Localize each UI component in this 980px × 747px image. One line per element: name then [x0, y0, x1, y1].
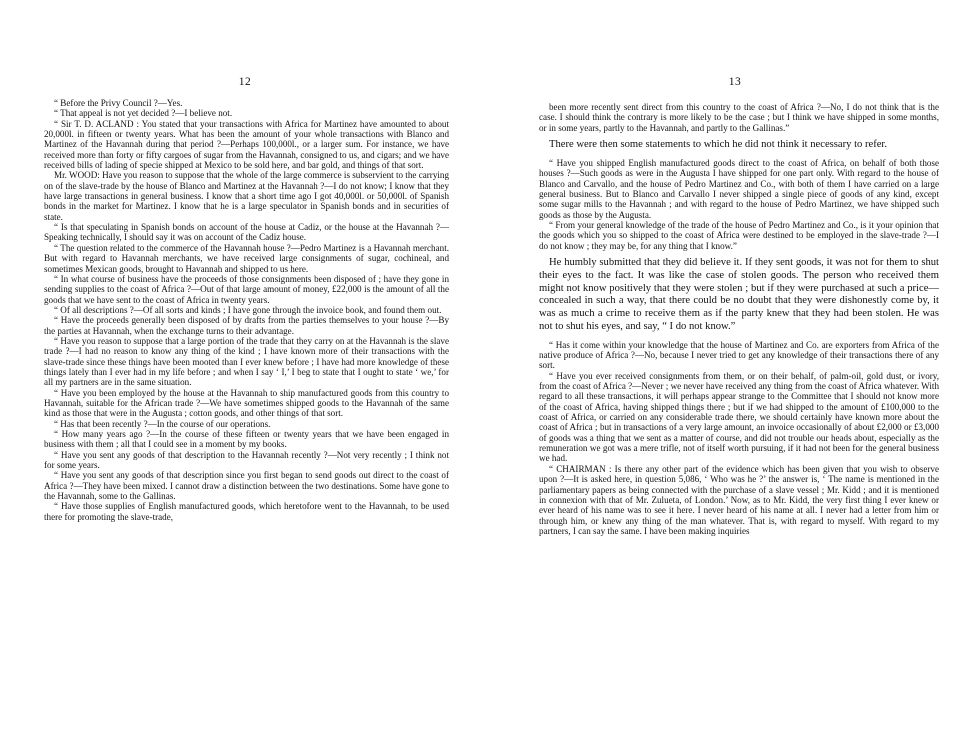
paragraph: “ Have you sent any goods of that description since you first began to send goods out direct to the coast of Africa ?—They have been mixed. I cannot draw a distinction between the two destinations. Some have gone to the Havannah, some to the Gallinas. — [44, 470, 449, 502]
right-page — [490, 0, 980, 747]
paragraph: “ Have you shipped English manufactured goods direct to the coast of Africa, on behalf of both those houses ?—Such goods as were in the Augusta I have shipped for one part only. With regard to the house of Blanco and Carvallo, and the house of Pedro Martinez and Co., with both of them I have carried on a large general business. But to Blanco and Carvallo I never shipped a single piece of goods of any kind, except some sugar mills to the Havannah ; and with regard to the house of Pedro Martinez, we have shipped such goods as those by the Augusta. — [539, 157, 939, 220]
paragraph: “ Have you sent any goods of that description to the Havannah recently ?—Not very recently ; I think not for some years. — [44, 449, 449, 471]
paragraph: been more recently sent direct from this country to the coast of Africa ?—No, I do not think that is the case. I should think the contrary is more likely to be the case ; but I think we have shipped in some months, or in some years, partly to the Havannah, and partly to the Gallinas.” — [539, 102, 939, 133]
paragraph: “ The question related to the commerce of the Havannah house ?—Pedro Martinez is a Havannah merchant. But with regard to Havannah merchants, we have received large consignments of sugar, cochineal, and sometimes Mexican goods, brought to Havannah and shipped to us here. — [44, 242, 449, 274]
paragraph: “ Have you ever received consignments from them, or on their behalf, of palm-oil, gold dust, or ivory, from the coast of Africa ?—Never ; we never have received any thing from the coast of Africa whatever. With regard to all these transactions, it will perhaps appear strange to the Committee that I should not know more of the coast of Africa, having shipped things there ; but if we had shipped to the amount of £100,000 to the coast of Africa, or carried on any considerable trade there, we should certainly have known more about the coast of Africa ; but in transactions of a very large amount, an invoice occasionally of about £2,000 or £3,000 of goods was a thing that we sent as a matter of course, and did not trouble our heads about, especially as the remuneration we got was a mere trifle, not of itself worth pursuing, if it had not been for the general business we had. — [539, 370, 939, 464]
paragraph: “ Before the Privy Council ?—Yes. — [54, 98, 183, 108]
narrative-paragraph: There were then some statements to which he did not think it necessary to refer. — [549, 139, 888, 151]
paragraph: “ Have those supplies of English manufactured goods, which heretofore went to the Havannah, to be used there for promoting the slave-trade, — [44, 501, 449, 522]
paragraph: “ CHAIRMAN : Is there any other part of the evidence which has been given that you wish to observe upon ?—It is asked here, in question 5,086, ‘ Who was he ?’ the answer is, ‘ The name is mentioned in the parliamentary papers as being connected with the purchase of a slave vessel ; Mr. Kidd ; and it is mentioned in connexion with that of Mr. Zulueta, of London.’ Now, as to Mr. Kidd, the very first thing I ever knew or ever heard of his name was to see it here. I never heard of his name at all. I never had a letter from him or through him, or knew any thing of the man whatever. That is, with regard to myself. With regard to my partners, I can say the same. I have been making inquiries — [539, 463, 939, 536]
text-column — [539, 102, 939, 536]
paragraph: “ How many years ago ?—In the course of these fifteen or twenty years that we have been engaged in business with them ; all that I could see in a moment by my books. — [44, 429, 449, 450]
paragraph: “ Of all descriptions ?—Of all sorts and kinds ; I have gone through the invoice book, and found them out. — [54, 304, 442, 315]
paragraph: “ Has it come within your knowledge that the house of Martinez and Co. are exporters from Africa of the native produce of Africa ?—No, because I never tried to get any knowledge of their transactions there of any sort. — [539, 339, 939, 371]
text-column — [44, 98, 449, 522]
paragraph: “ That appeal is not yet decided ?—I believe not. — [54, 108, 233, 119]
paragraph: “ From your general knowledge of the trade of the house of Pedro Martinez and Co., is it your opinion that the goods which you so shipped to the coast of Africa were destined to be employed in the slave-trade ?—I do not know ; they may be, for any thing that I know.” — [539, 219, 939, 251]
paragraph: “ Have you reason to suppose that a large portion of the trade that they carry on at the Havannah is the slave trade ?—I had no reason to know any thing of the kind ; I have known more of their transactions with the slave-trade since these things have been mooted than I ever knew before ; I have had more knowledge of these things lately than I ever had in my life before ; and when I say ‘ I,’ I beg to state that I ought to state ‘ we,’ for all my partners are in the same situation. — [44, 335, 449, 388]
paragraph: “ Is that speculating in Spanish bonds on account of the house at Cadiz, or the house at the Havannah ?—Speaking technically, I should say it was on account of the Cadiz house. — [44, 222, 449, 243]
paragraph: “ Have you been employed by the house at the Havannah to ship manufactured goods from this country to Havannah, suitable for the African trade ?—We have sometimes shipped goods to the Havannah of the same kind as those that were in the Augusta ; cotton goods, and other things of that sort. — [44, 387, 449, 419]
paragraph: “ Sir T. D. ACLAND : You stated that your transactions with Africa for Martinez have amounted to about 20,000l. in fifteen or twenty years. What has been the amount of your whole transactions with Blanco and Martinez of the Havannah during that period ?—Perhaps 100,000l., or a larger sum. For instance, we have received more than forty or fifty cargoes of sugar from the Havannah, consigned to us, and cigars; and we have received bills of lading of specie shipped at Mexico to be sold here, and bar gold, and things of that sort. — [44, 118, 449, 171]
paragraph: “ Have the proceeds generally been disposed of by drafts from the parties themselves to your house ?—By the parties at Havannah, when the exchange turns to their advantage. — [44, 315, 449, 336]
page-number: 13 — [728, 76, 742, 88]
paragraph: Mr. WOOD: Have you reason to suppose that the whole of the large commerce is subservient to the carrying on of the slave-trade by the house of Blanco and Martinez at the Havannah ?—I do not know; I know that they have large transactions in general business. I know that a short time ago I got 40,000l. or 50,000l. of Spanish bonds in the market for Martinez. I know that he is a large speculator in Spanish bonds and in securities of state. — [44, 170, 449, 222]
page-number: 12 — [238, 76, 252, 88]
narrative-paragraph: He humbly submitted that they did believe it. If they sent goods, it was not for them to shut their eyes to the fact. It was like the case of stolen goods. The person who received them might not know positively that they were stolen ; but if they were purchased at such a price—concealed in such a way, that there could be no doubt that they were dishonestly come by, it was as much a crime to receive them as if the party knew that they had been stolen. He was not to shut his eyes, and say, “ I do not know.” — [539, 256, 939, 332]
paragraph: “ Has that been recently ?—In the course of our operations. — [54, 418, 271, 429]
paragraph: “ In what course of business have the proceeds of those consignments been disposed of ; have they gone in sending supplies to the coast of Africa ?—Out of that large amount of money, £22,000 is the amount of all the goods that we have sent to the coast of Africa in twenty years. — [44, 273, 449, 305]
